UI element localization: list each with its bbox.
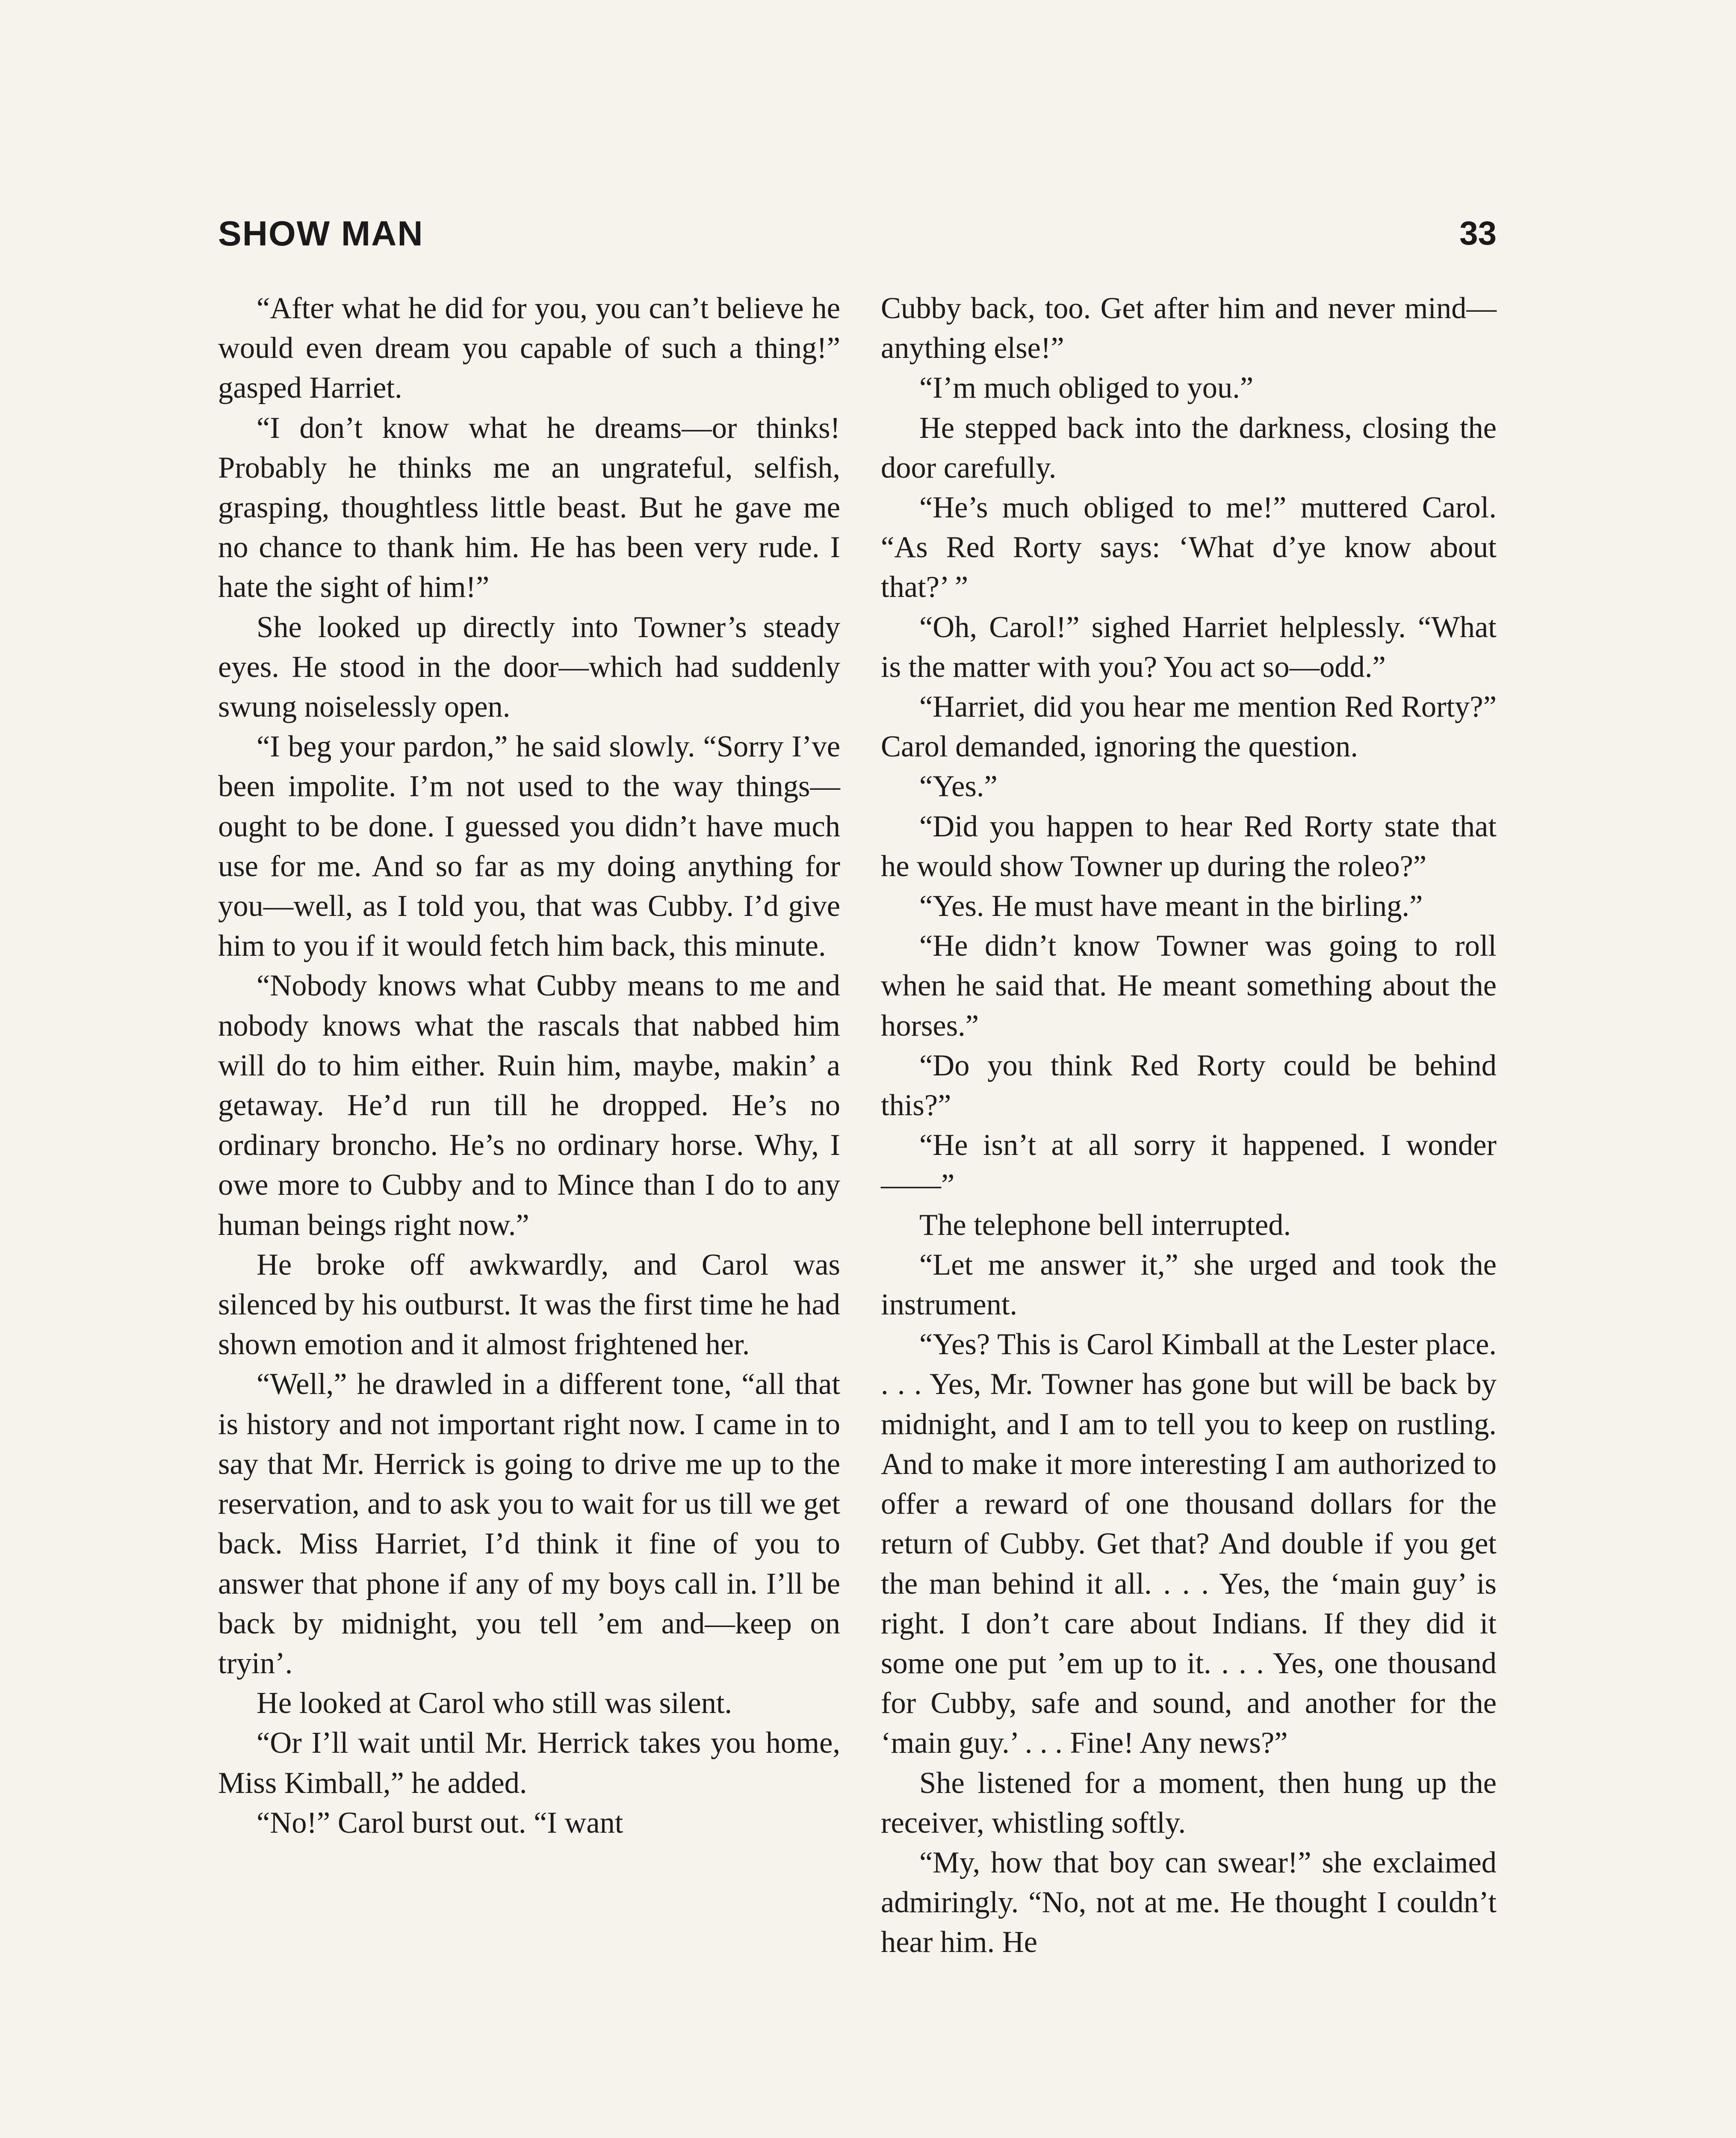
paragraph: “My, how that boy can swear!” she exclaimed admiringly. “No, not at me. He thought I couldn’t hear him. He xyxy=(881,1846,1497,1959)
paragraph: “Let me answer it,” she urged and took the instrument. xyxy=(881,1248,1497,1322)
paragraph: She listened for a moment, then hung up the receiver, whistling softly. xyxy=(881,1766,1497,1840)
paragraph: “Yes. He must have meant in the birling.” xyxy=(919,889,1423,923)
paragraph: He stepped back into the darkness, closing the door carefully. xyxy=(881,411,1497,484)
paragraph: “Well,” he drawled in a different tone, “all that is history and not important right now. I came in to say that Mr. Herrick is going to drive me up to the reservation, and to ask you to wait for us till we get back. Miss Harriet, I’d think it fine of you to answer that phone if any of my boys call in. I’ll be back by midnight, you tell ’em and—keep on tryin’. xyxy=(218,1367,840,1680)
paragraph: “Did you happen to hear Red Rorty state that he would show Towner up during the roleo?” xyxy=(881,809,1497,883)
right-text-column xyxy=(881,289,1497,1963)
left-text-column xyxy=(218,289,840,1843)
paragraph: “He’s much obliged to me!” muttered Carol. “As Red Rorty says: ‘What d’ye know about that?’ ” xyxy=(881,491,1497,604)
paragraph: He broke off awkwardly, and Carol was silenced by his outburst. It was the first time he had shown emotion and it almost frightened her. xyxy=(218,1248,840,1361)
paragraph: “I beg your pardon,” he said slowly. “Sorry I’ve been impolite. I’m not used to the way things—ought to be done. I guessed you didn’t have much use for me. And so far as my doing anything for you—well, as I told you, that was Cubby. I’d give him to you if it would fetch him back, this minute. xyxy=(218,730,840,963)
paragraph: “He didn’t know Towner was going to roll when he said that. He meant something about the horses.” xyxy=(881,929,1497,1042)
paragraph: He looked at Carol who still was silent. xyxy=(257,1686,732,1720)
paragraph: “Harriet, did you hear me mention Red Rorty?” Carol demanded, ignoring the question. xyxy=(881,690,1497,764)
paragraph: “Nobody knows what Cubby means to me and nobody knows what the rascals that nabbed him will do to him either. Ruin him, maybe, makin’ a getaway. He’d run till he dropped. He’s no ordinary broncho. He’s no ordinary horse. Why, I owe more to Cubby and to Mince than I do to any human beings right now.” xyxy=(218,969,840,1242)
paragraph: “Yes? This is Carol Kimball at the Lester place. . . . Yes, Mr. Towner has gone but will be back by midnight, and I am to tell you to keep on rustling. And to make it more interesting I am authorized to offer a reward of one thousand dollars for the return of Cubby. Get that? And double if you get the man behind it all. . . . Yes, the ‘main guy’ is right. I don’t care about Indians. If they did it some one put ’em up to it. . . . Yes, one thousand for Cubby, safe and sound, and another for the ‘main guy.’ . . . Fine! Any news?” xyxy=(881,1328,1497,1760)
running-title: SHOW MAN xyxy=(218,214,424,253)
paragraph: The telephone bell interrupted. xyxy=(919,1208,1291,1242)
running-header xyxy=(218,214,1497,265)
paragraph: “Oh, Carol!” sighed Harriet helplessly. “What is the matter with you? You act so—odd.” xyxy=(881,610,1497,684)
paragraph: “Do you think Red Rorty could be behind this?” xyxy=(881,1048,1497,1122)
paragraph: “Or I’ll wait until Mr. Herrick takes you home, Miss Kimball,” he added. xyxy=(218,1726,840,1800)
paragraph: “I don’t know what he dreams—or thinks! Probably he thinks me an ungrateful, selfish, grasping, thoughtless little beast. But he gave me no chance to thank him. He has been very rude. I hate the sight of him!” xyxy=(218,411,840,604)
paragraph: “After what he did for you, you can’t believe he would even dream you capable of such a thing!” gasped Harriet. xyxy=(218,292,840,405)
paragraph: Cubby back, too. Get after him and never mind—anything else!” xyxy=(881,292,1497,365)
paragraph: “I’m much obliged to you.” xyxy=(919,371,1254,405)
page-number: 33 xyxy=(1459,214,1497,252)
paragraph: She looked up directly into Towner’s steady eyes. He stood in the door—which had suddenly swung noiselessly open. xyxy=(218,610,840,724)
paragraph: “Yes.” xyxy=(919,770,998,803)
paragraph: “No!” Carol burst out. “I want xyxy=(257,1806,623,1840)
paragraph: “He isn’t at all sorry it happened. I wonder——” xyxy=(881,1128,1497,1202)
